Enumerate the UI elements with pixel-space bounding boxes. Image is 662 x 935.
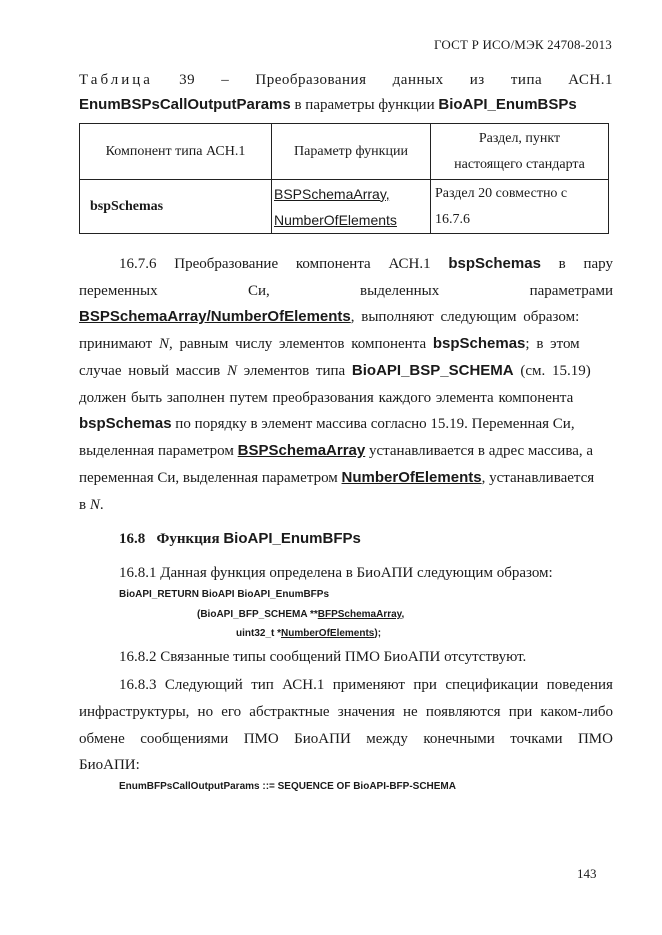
code-text: ); xyxy=(374,628,382,639)
para-1676-line9 xyxy=(79,468,613,488)
para-1681: 16.8.1 Данная функция определена в БиоАПИ следующим образом: xyxy=(119,565,553,581)
table-header-parameter xyxy=(272,124,431,180)
para-word: БиоАПИ xyxy=(294,731,351,747)
caption-word: АСН.1 xyxy=(568,72,613,88)
para-word: его xyxy=(221,704,242,720)
para-word: параметрами xyxy=(529,283,613,299)
caption-word: – xyxy=(221,72,230,88)
para-var: N xyxy=(158,336,169,352)
para-text: принимают xyxy=(79,336,153,352)
table-cell-component xyxy=(80,180,272,234)
cell-text: 16.7.6 xyxy=(435,211,470,227)
para-word: поведения xyxy=(546,677,613,693)
code-text: uint32_t * xyxy=(236,628,282,639)
para-word: Преобразование xyxy=(174,256,279,272)
header-text: Раздел, пункт xyxy=(478,130,561,146)
para-word: каком-либо xyxy=(540,704,613,720)
para-1683-line3 xyxy=(79,729,613,749)
schema-array-link[interactable]: BSPSchemaArray xyxy=(237,442,366,459)
number-of-elements-link[interactable]: NumberOfElements xyxy=(341,469,482,486)
para-1683-line1 xyxy=(119,675,613,695)
para-word: сообщениями xyxy=(140,731,229,747)
page-number: 143 xyxy=(577,866,597,881)
para-word: абстрактные xyxy=(249,704,330,720)
caption-word: Таблица xyxy=(79,72,153,88)
cell-link[interactable]: BSPSchemaArray, xyxy=(274,185,390,202)
para-word: но xyxy=(197,704,214,720)
para-word: Си, xyxy=(247,283,270,299)
header-text: Параметр функции xyxy=(294,143,408,159)
para-text: элементов типа xyxy=(243,363,346,379)
para-text: . xyxy=(99,497,104,513)
caption-word: данных xyxy=(392,72,444,88)
para-1676-line3 xyxy=(79,307,613,327)
schema-elements-link[interactable]: BSPSchemaArray/NumberOfElements xyxy=(79,308,351,325)
para-bold: bspSchemas xyxy=(79,415,172,432)
para-word: применяют xyxy=(332,677,405,693)
cell-text: Раздел 20 совместно с xyxy=(435,185,568,201)
para-bold: BioAPI_BSP_SCHEMA xyxy=(351,362,514,379)
para-text: по порядку в элемент массива согласно 15.19. Переменная Си, xyxy=(175,416,575,432)
section-title-prefix: Функция xyxy=(156,531,220,547)
para-1676-line2 xyxy=(79,281,613,301)
para-1676-line8 xyxy=(79,441,613,461)
caption-word: 39 xyxy=(179,72,196,88)
para-word: инфраструктуры, xyxy=(79,704,190,720)
para-text: выделенная параметром xyxy=(79,443,234,459)
para-word: при xyxy=(413,677,437,693)
caption-function-name: BioAPI_EnumBSPs xyxy=(438,96,577,113)
caption-middle: в параметры функции xyxy=(294,97,435,113)
cell-text: bspSchemas xyxy=(90,198,164,214)
para-word: конечными xyxy=(423,731,495,747)
para-text: переменная Си, выделенная параметром xyxy=(79,470,338,486)
header-text: настоящего стандарта xyxy=(454,156,585,172)
para-word: компонента xyxy=(295,256,371,272)
para-1682: 16.8.2 Связанные типы сообщений ПМО БиоАПИ отсутствуют. xyxy=(119,649,527,665)
code-line-2 xyxy=(197,609,404,620)
para-text: , устанавливается xyxy=(481,470,595,486)
para-1676-line1 xyxy=(119,254,613,274)
para-word: не xyxy=(403,704,418,720)
para-word: переменных xyxy=(79,283,158,299)
para-1676-line10 xyxy=(79,495,613,515)
asn-definition: EnumBFPsCallOutputParams ::= SEQUENCE OF BioAPI-BFP-SCHEMA xyxy=(119,781,456,792)
para-text: (см. 15.19) xyxy=(520,363,591,379)
conversion-table xyxy=(79,123,609,234)
cell-link[interactable]: NumberOfElements xyxy=(274,211,397,228)
code-link[interactable]: BFPSchemaArray xyxy=(317,609,402,620)
caption-word: Преобразования xyxy=(255,72,367,88)
para-word: появляются xyxy=(425,704,501,720)
table-caption-line2 xyxy=(79,95,613,115)
para-word: выделенных xyxy=(360,283,440,299)
code-text: (BioAPI_BFP_SCHEMA ** xyxy=(197,609,318,620)
para-word: значения xyxy=(337,704,395,720)
para-word: тип xyxy=(251,677,274,693)
para-word: в xyxy=(558,256,566,272)
para-word: между xyxy=(366,731,408,747)
caption-word: типа xyxy=(510,72,543,88)
table-caption-line1 xyxy=(79,70,613,90)
header-text: Компонент типа АСН.1 xyxy=(105,143,246,159)
para-1683-line4: БиоАПИ: xyxy=(79,757,140,773)
para-text: устанавливается в адрес массива, а xyxy=(368,443,594,459)
para-word: ПМО xyxy=(243,731,279,747)
para-text: ; в этом xyxy=(525,336,580,352)
para-bold: bspSchemas xyxy=(432,335,526,352)
section-168-heading xyxy=(119,529,653,549)
para-word: при xyxy=(508,704,533,720)
para-1676-line6: должен быть заполнен путем преобразования каждого элемента компонента xyxy=(79,390,574,406)
para-text: , равным числу элементов компонента xyxy=(169,336,427,352)
para-word: АСН.1 xyxy=(388,256,431,272)
caption-word: из xyxy=(469,72,485,88)
para-word: спецификации xyxy=(445,677,539,693)
table-header-component xyxy=(80,124,272,180)
code-line-3 xyxy=(236,628,381,639)
para-1676-line5 xyxy=(79,361,613,381)
para-text: случае новый массив xyxy=(79,363,221,379)
code-link[interactable]: NumberOfElements xyxy=(281,628,375,639)
para-var: N xyxy=(226,363,237,379)
table-header-section xyxy=(431,124,609,180)
para-word: пару xyxy=(583,256,613,272)
caption-type-name: EnumBSPsCallOutputParams xyxy=(79,96,291,113)
para-word: 16.7.6 xyxy=(119,256,157,272)
table-cell-section xyxy=(431,180,609,234)
para-word-bold: bspSchemas xyxy=(448,255,541,272)
table-cell-parameters xyxy=(272,180,431,234)
code-text: , xyxy=(401,609,405,620)
para-1676-line7 xyxy=(79,414,613,434)
para-word: Следующий xyxy=(164,677,243,693)
para-1683-line2 xyxy=(79,702,613,722)
code-line-1: BioAPI_RETURN BioAPI BioAPI_EnumBFPs xyxy=(119,589,330,600)
para-text: в xyxy=(79,497,87,513)
para-var: N xyxy=(89,497,100,513)
para-word: АСН.1 xyxy=(282,677,325,693)
document-header: ГОСТ Р ИСО/МЭК 24708-2013 xyxy=(433,37,612,52)
section-title-name: BioAPI_EnumBFPs xyxy=(223,530,361,547)
para-word: обмене xyxy=(79,731,125,747)
para-word: 16.8.3 xyxy=(119,677,157,693)
para-1676-line4 xyxy=(79,334,613,354)
section-number: 16.8 xyxy=(119,531,146,547)
para-word: ПМО xyxy=(577,731,613,747)
para-word: точками xyxy=(510,731,563,747)
para-text: , выполняют следующим образом: xyxy=(350,309,580,325)
